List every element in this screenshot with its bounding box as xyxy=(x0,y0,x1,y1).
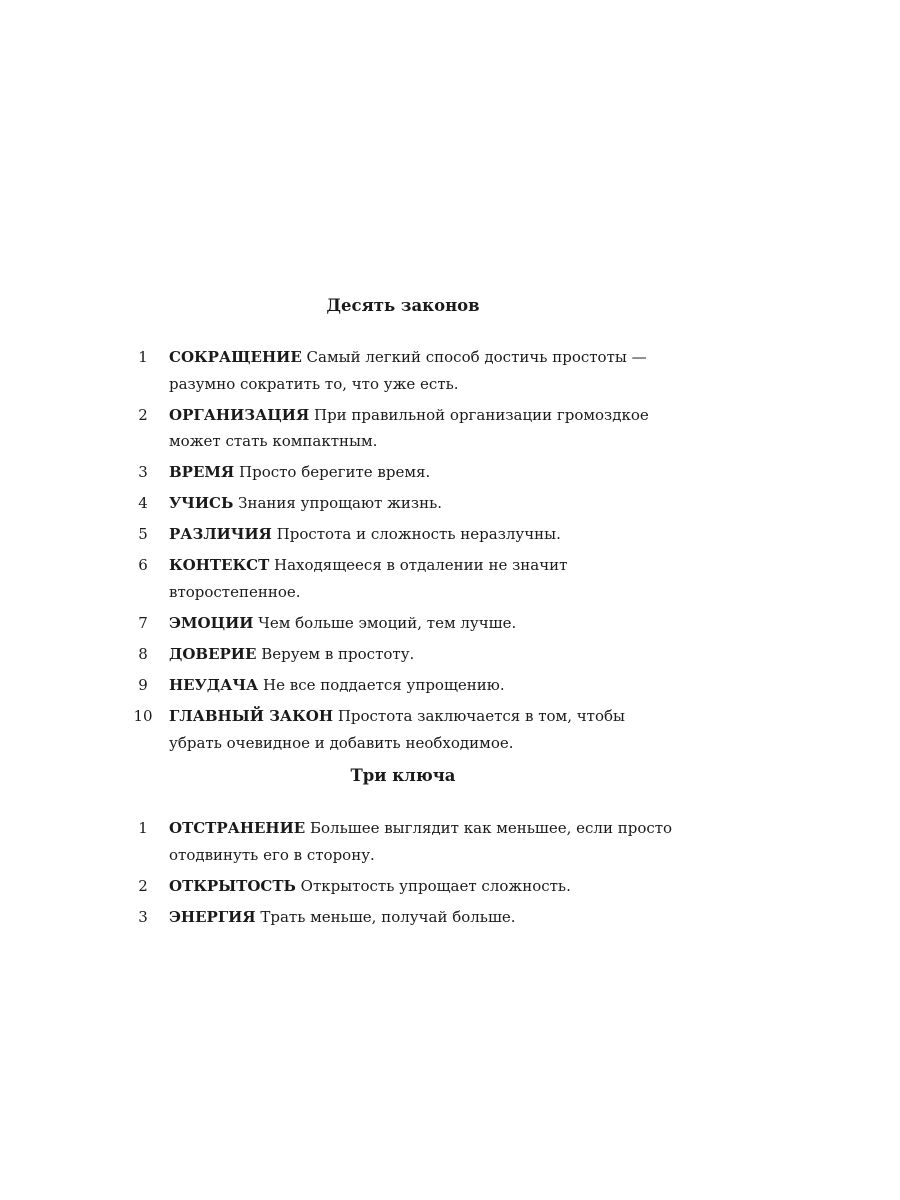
item-number: 10 xyxy=(133,707,153,726)
item-text: Чем больше эмоций, тем лучше. xyxy=(258,614,517,633)
item-term: ЭМОЦИИ xyxy=(169,614,254,633)
list-item xyxy=(0,521,900,548)
list-item xyxy=(0,904,900,931)
item-term: КОНТЕКСТ xyxy=(169,556,270,575)
item-number: 8 xyxy=(138,645,148,664)
item-text: Самый легкий способ достичь простоты — разумно сократить то, что уже есть. xyxy=(169,348,647,393)
list-item xyxy=(0,641,900,668)
item-number: 3 xyxy=(138,907,148,926)
list-item xyxy=(0,459,900,486)
item-text: Простота и сложность неразлучны. xyxy=(276,525,561,544)
item-text: При правильной организации громоздкое может стать компактным. xyxy=(169,405,649,451)
list-item xyxy=(0,610,900,637)
list-item xyxy=(0,552,900,605)
list-item xyxy=(0,402,900,455)
item-number: 4 xyxy=(138,494,148,513)
item-number: 3 xyxy=(138,463,148,482)
item-term: ВРЕМЯ xyxy=(169,463,235,482)
item-term: ДОВЕРИЕ xyxy=(169,645,257,664)
item-term: ОТКРЫТОСТЬ xyxy=(169,876,296,895)
section-title-ten-laws: Десять законов xyxy=(326,296,480,315)
item-text: Не все поддается упрощению. xyxy=(263,676,505,695)
item-number: 6 xyxy=(138,556,148,575)
list-item xyxy=(0,873,900,900)
item-term: РАЗЛИЧИЯ xyxy=(169,525,272,544)
list-item xyxy=(0,344,900,397)
item-number: 1 xyxy=(138,348,148,366)
item-number: 5 xyxy=(138,525,148,544)
item-term: СОКРАЩЕНИЕ xyxy=(169,348,302,366)
item-term: ОТСТРАНЕНИЕ xyxy=(169,819,306,837)
list-item xyxy=(0,815,900,868)
item-text: Просто берегите время. xyxy=(239,463,431,482)
item-number: 9 xyxy=(138,676,148,695)
item-term: ГЛАВНЫЙ ЗАКОН xyxy=(169,707,334,726)
item-term: ОРГАНИЗАЦИЯ xyxy=(169,405,310,424)
list-item xyxy=(0,490,900,517)
item-term: ЭНЕРГИЯ xyxy=(169,907,256,926)
item-text: Простота заключается в том, чтобы убрать очевидное и добавить необходимое. xyxy=(169,707,625,752)
item-text: Находящееся в отдалении не значит второстепенное. xyxy=(169,556,568,601)
item-term: НЕУДАЧА xyxy=(169,676,259,695)
ten-laws-list xyxy=(0,344,900,761)
item-number: 7 xyxy=(138,614,148,633)
section-title-three-keys: Три ключа xyxy=(350,766,456,785)
item-text: Знания упрощают жизнь. xyxy=(238,494,443,513)
item-text: Большее выглядит как меньшее, если просто отодвинуть его в сторону. xyxy=(169,819,673,864)
item-number: 1 xyxy=(138,819,148,837)
list-item xyxy=(0,703,900,756)
item-number: 2 xyxy=(138,405,148,424)
item-term: УЧИСЬ xyxy=(169,494,234,513)
item-text: Трать меньше, получай больше. xyxy=(260,907,516,926)
item-text: Открытость упрощает сложность. xyxy=(300,876,571,895)
list-item xyxy=(0,672,900,699)
item-text: Веруем в простоту. xyxy=(261,645,415,664)
three-keys-list xyxy=(0,815,900,935)
item-number: 2 xyxy=(138,876,148,895)
